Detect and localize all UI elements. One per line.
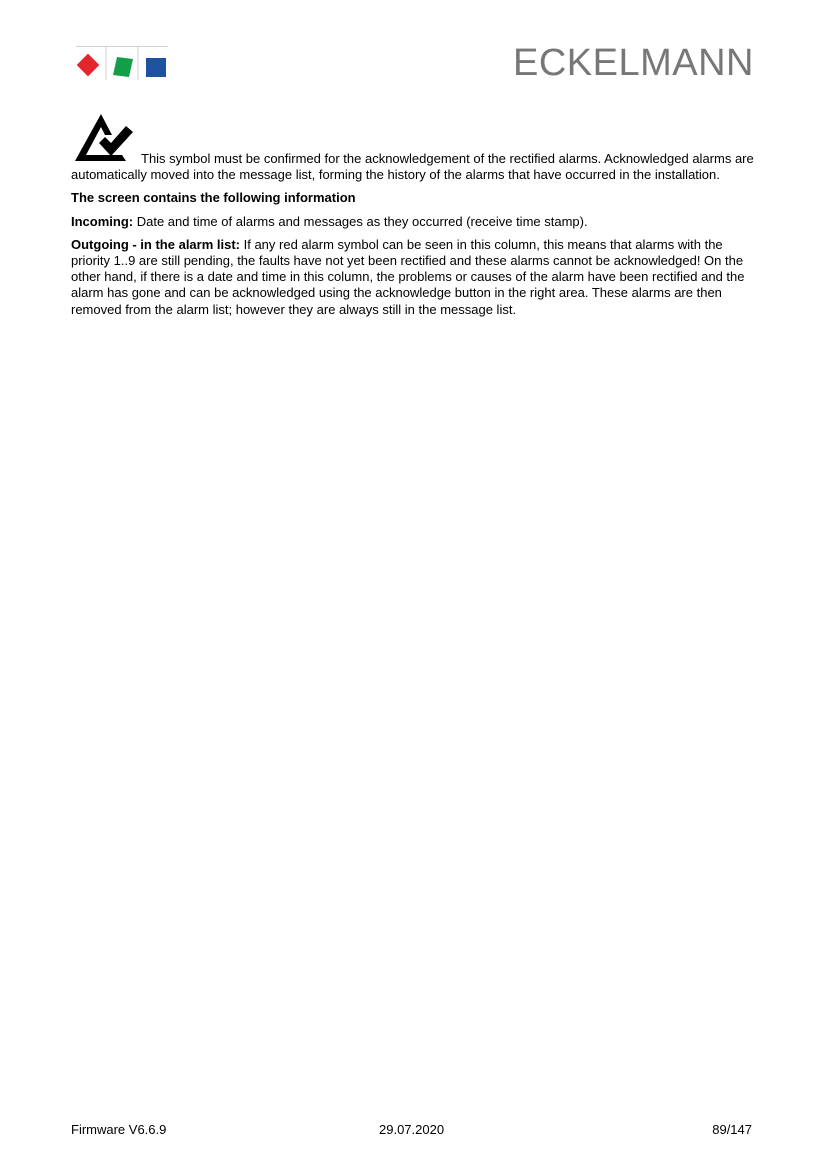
outgoing-label: Outgoing - in the alarm list: [71,236,240,252]
brand-wordmark: ECKELMANN [513,42,754,84]
incoming-text: Date and time of alarms and messages as they occurred (receive time stamp). [133,213,588,229]
outgoing-text: If any red alarm symbol can be seen in this column, this means that alarms with the priority 1..9 are still pending, the faults have not yet been rectified and these alarms cannot be acknowledged! On the other hand, if there is a date and time in this column, the problems or causes of the alarm have been rectified and the alarm has gone and can be acknowledged using the acknowledge button in the right area. These alarms are then removed from the alarm list; however they are always still in the message list. [71,236,745,317]
incoming-paragraph [71,214,757,230]
company-logo-squares [76,46,168,80]
footer-firmware: Firmware V6.6.9 [71,1122,167,1137]
footer-page-number: 89/147 [712,1122,752,1137]
section-heading: The screen contains the following information [71,190,356,206]
footer-date: 29.07.2020 [379,1122,445,1137]
intro-paragraph: This symbol must be confirmed for the acknowledgement of the rectified alarms. Acknowledged alarms are automatically moved into the message list, forming the history of the alarms that have occurred in the installation. [71,151,754,183]
page-content [71,151,757,325]
incoming-label: Incoming: [71,213,134,229]
outgoing-paragraph [71,237,757,318]
